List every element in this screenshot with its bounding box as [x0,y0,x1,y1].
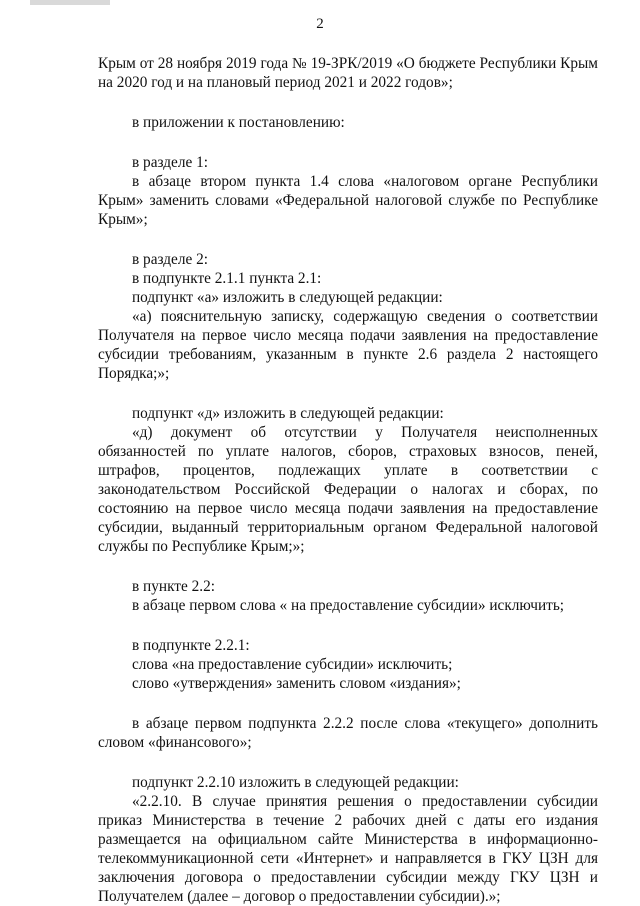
paragraph-section-2: в разделе 2: [132,251,208,268]
paragraph-clause-2-2: в пункте 2.2: [132,578,215,595]
paragraph-subclause-2-1-1: в подпункте 2.1.1 пункта 2.1: [132,270,322,287]
document-body [98,54,598,906]
paragraph-item-a-text: «а) пояснительную записку, содержащую сведения о соответствии Получателя на первое число месяца подачи заявления на предоставление субсидии требованиям, указанным в пункте 2.6 раздела 2 настоящего Порядка;»; [98,308,598,382]
paragraph-replace-word: слово «утверждения» заменить словом «издания»; [132,675,461,692]
paragraph-item-d-text: «д) документ об отсутствии у Получателя неисполненных обязанностей по уплате налогов, сборов, страховых взносов, пеней, штрафов, процентов, подлежащих уплате в соответствии с законодательством Российской Федерации о налогах и сборах, по состоянию на первое число месяца подачи заявления на предоставление субсидии, выданный территориальным органом Федеральной налоговой службы по Республике Крым;»; [98,424,598,555]
paragraph-clause-2-2-first: в абзаце первом слова « на предоставление субсидии» исключить; [132,597,565,614]
paragraph-subclause-2-2-10-text: «2.2.10. В случае принятия решения о предоставлении субсидии приказ Министерства в течение 2 рабочих дней с даты его издания размещается на официальном сайте Министерства в информационно-телекоммуникационной сети «Интернет» и направляется в ГКУ ЦЗН для заключения договора о предоставлении субсидии между ГКУ ЦЗН и Получателем (далее – договор о предоставлении субсидии).»; [98,793,598,905]
paragraph-subclause-2-2-2: в абзаце первом подпункта 2.2.2 после слова «текущего» дополнить словом «финансового»; [98,715,598,751]
paragraph-subclause-2-2-10-heading: подпункт 2.2.10 изложить в следующей редакции: [132,774,459,791]
page-number: 2 [316,16,324,32]
paragraph-subclause-2-2-1: в подпункте 2.2.1: [132,637,250,654]
scan-artifact [30,0,110,5]
paragraph-exclude-words: слова «на предоставление субсидии» исключить; [132,656,453,673]
paragraph-budget-law: Крым от 28 ноября 2019 года № 19-ЗРК/2019 «О бюджете Республики Крым на 2020 год и на плановый период 2021 и 2022 годов»; [98,55,598,91]
paragraph-clause-1-4: в абзаце втором пункта 1.4 слова «налоговом органе Республики Крым» заменить словами «Федеральной налоговой службе по Республике Крым»; [98,173,598,228]
paragraph-appendix: в приложении к постановлению: [132,114,345,131]
paragraph-item-d-heading: подпункт «д» изложить в следующей редакции: [132,405,444,422]
paragraph-item-a-heading: подпункт «а» изложить в следующей редакции: [132,289,443,306]
paragraph-section-1: в разделе 1: [132,154,208,171]
